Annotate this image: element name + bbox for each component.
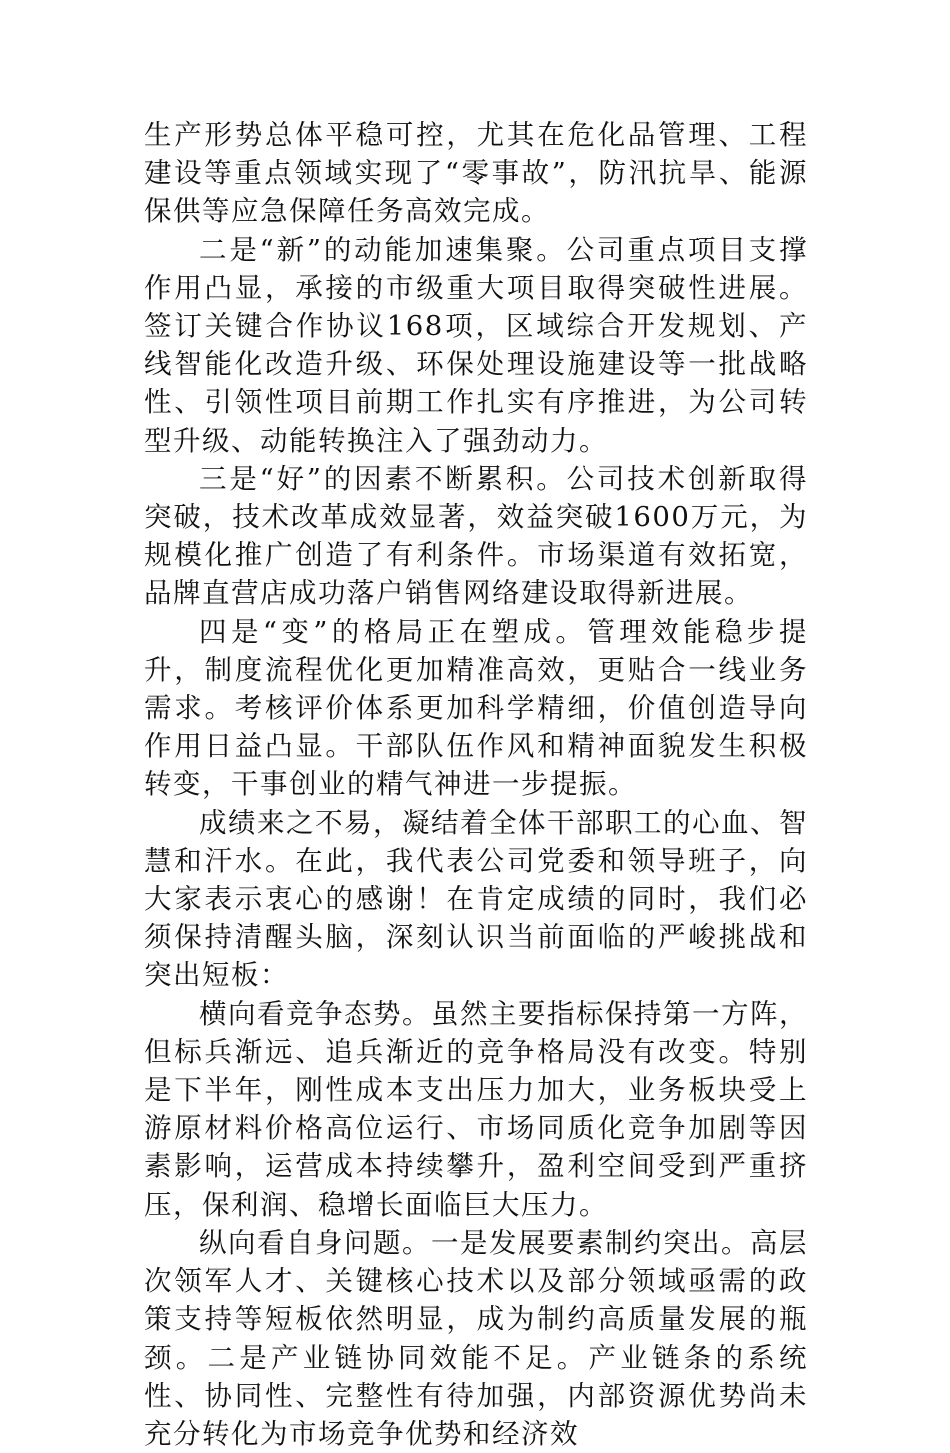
paragraph-achievements-thanks: 成绩来之不易，凝结着全体干部职工的心血、智慧和汗水。在此，我代表公司党委和领导班子，向大家表示衷心的感谢！在肯定成绩的同时，我们必须保持清醒头脑，深刻认识当前面临的严峻挑战和突出短板： [144,806,808,992]
paragraph-safety-production: 生产形势总体平稳可控，尤其在危化品管理、工程建设等重点领域实现了“零事故”，防汛抗旱、能源保供等应急保障任务高效完成。 [144,119,808,228]
document-body [144,116,808,1453]
paragraph-good-factors: 三是“好”的因素不断累积。公司技术创新取得突破，技术改革成效显著，效益突破1600万元，为规模化推广创造了有利条件。市场渠道有效拓宽，品牌直营店成功落户销售网络建设取得新进展。 [144,462,808,610]
paragraph-new-momentum: 二是“新”的动能加速集聚。公司重点项目支撑作用凸显，承接的市级重大项目取得突破性进展。签订关键合作协议168项，区域综合开发规划、产线智能化改造升级、环保处理设施建设等一批战略性、引领性项目前期工作扎实有序推进，为公司转型升级、动能转换注入了强劲动力。 [144,233,808,457]
paragraph-vertical-problems: 纵向看自身问题。一是发展要素制约突出。高层次领军人才、关键核心技术以及部分领域亟需的政策支持等短板依然明显，成为制约高质量发展的瓶颈。二是产业链协同效能不足。产业链条的系统性、协同性、完整性有待加强，内部资源优势尚未充分转化为市场竞争优势和经济效 [144,1226,808,1450]
paragraph-horizontal-competition: 横向看竞争态势。虽然主要指标保持第一方阵，但标兵渐远、追兵渐近的竞争格局没有改变。特别是下半年，刚性成本支出压力加大，业务板块受上游原材料价格高位运行、市场同质化竞争加剧等因素影响，运营成本持续攀升，盈利空间受到严重挤压，保利润、稳增长面临巨大压力。 [144,997,808,1221]
paragraph-changing-pattern: 四是“变”的格局正在塑成。管理效能稳步提升，制度流程优化更加精准高效，更贴合一线业务需求。考核评价体系更加科学精细，价值创造导向作用日益凸显。干部队伍作风和精神面貌发生积极转变，干事创业的精气神进一步提振。 [144,615,808,801]
